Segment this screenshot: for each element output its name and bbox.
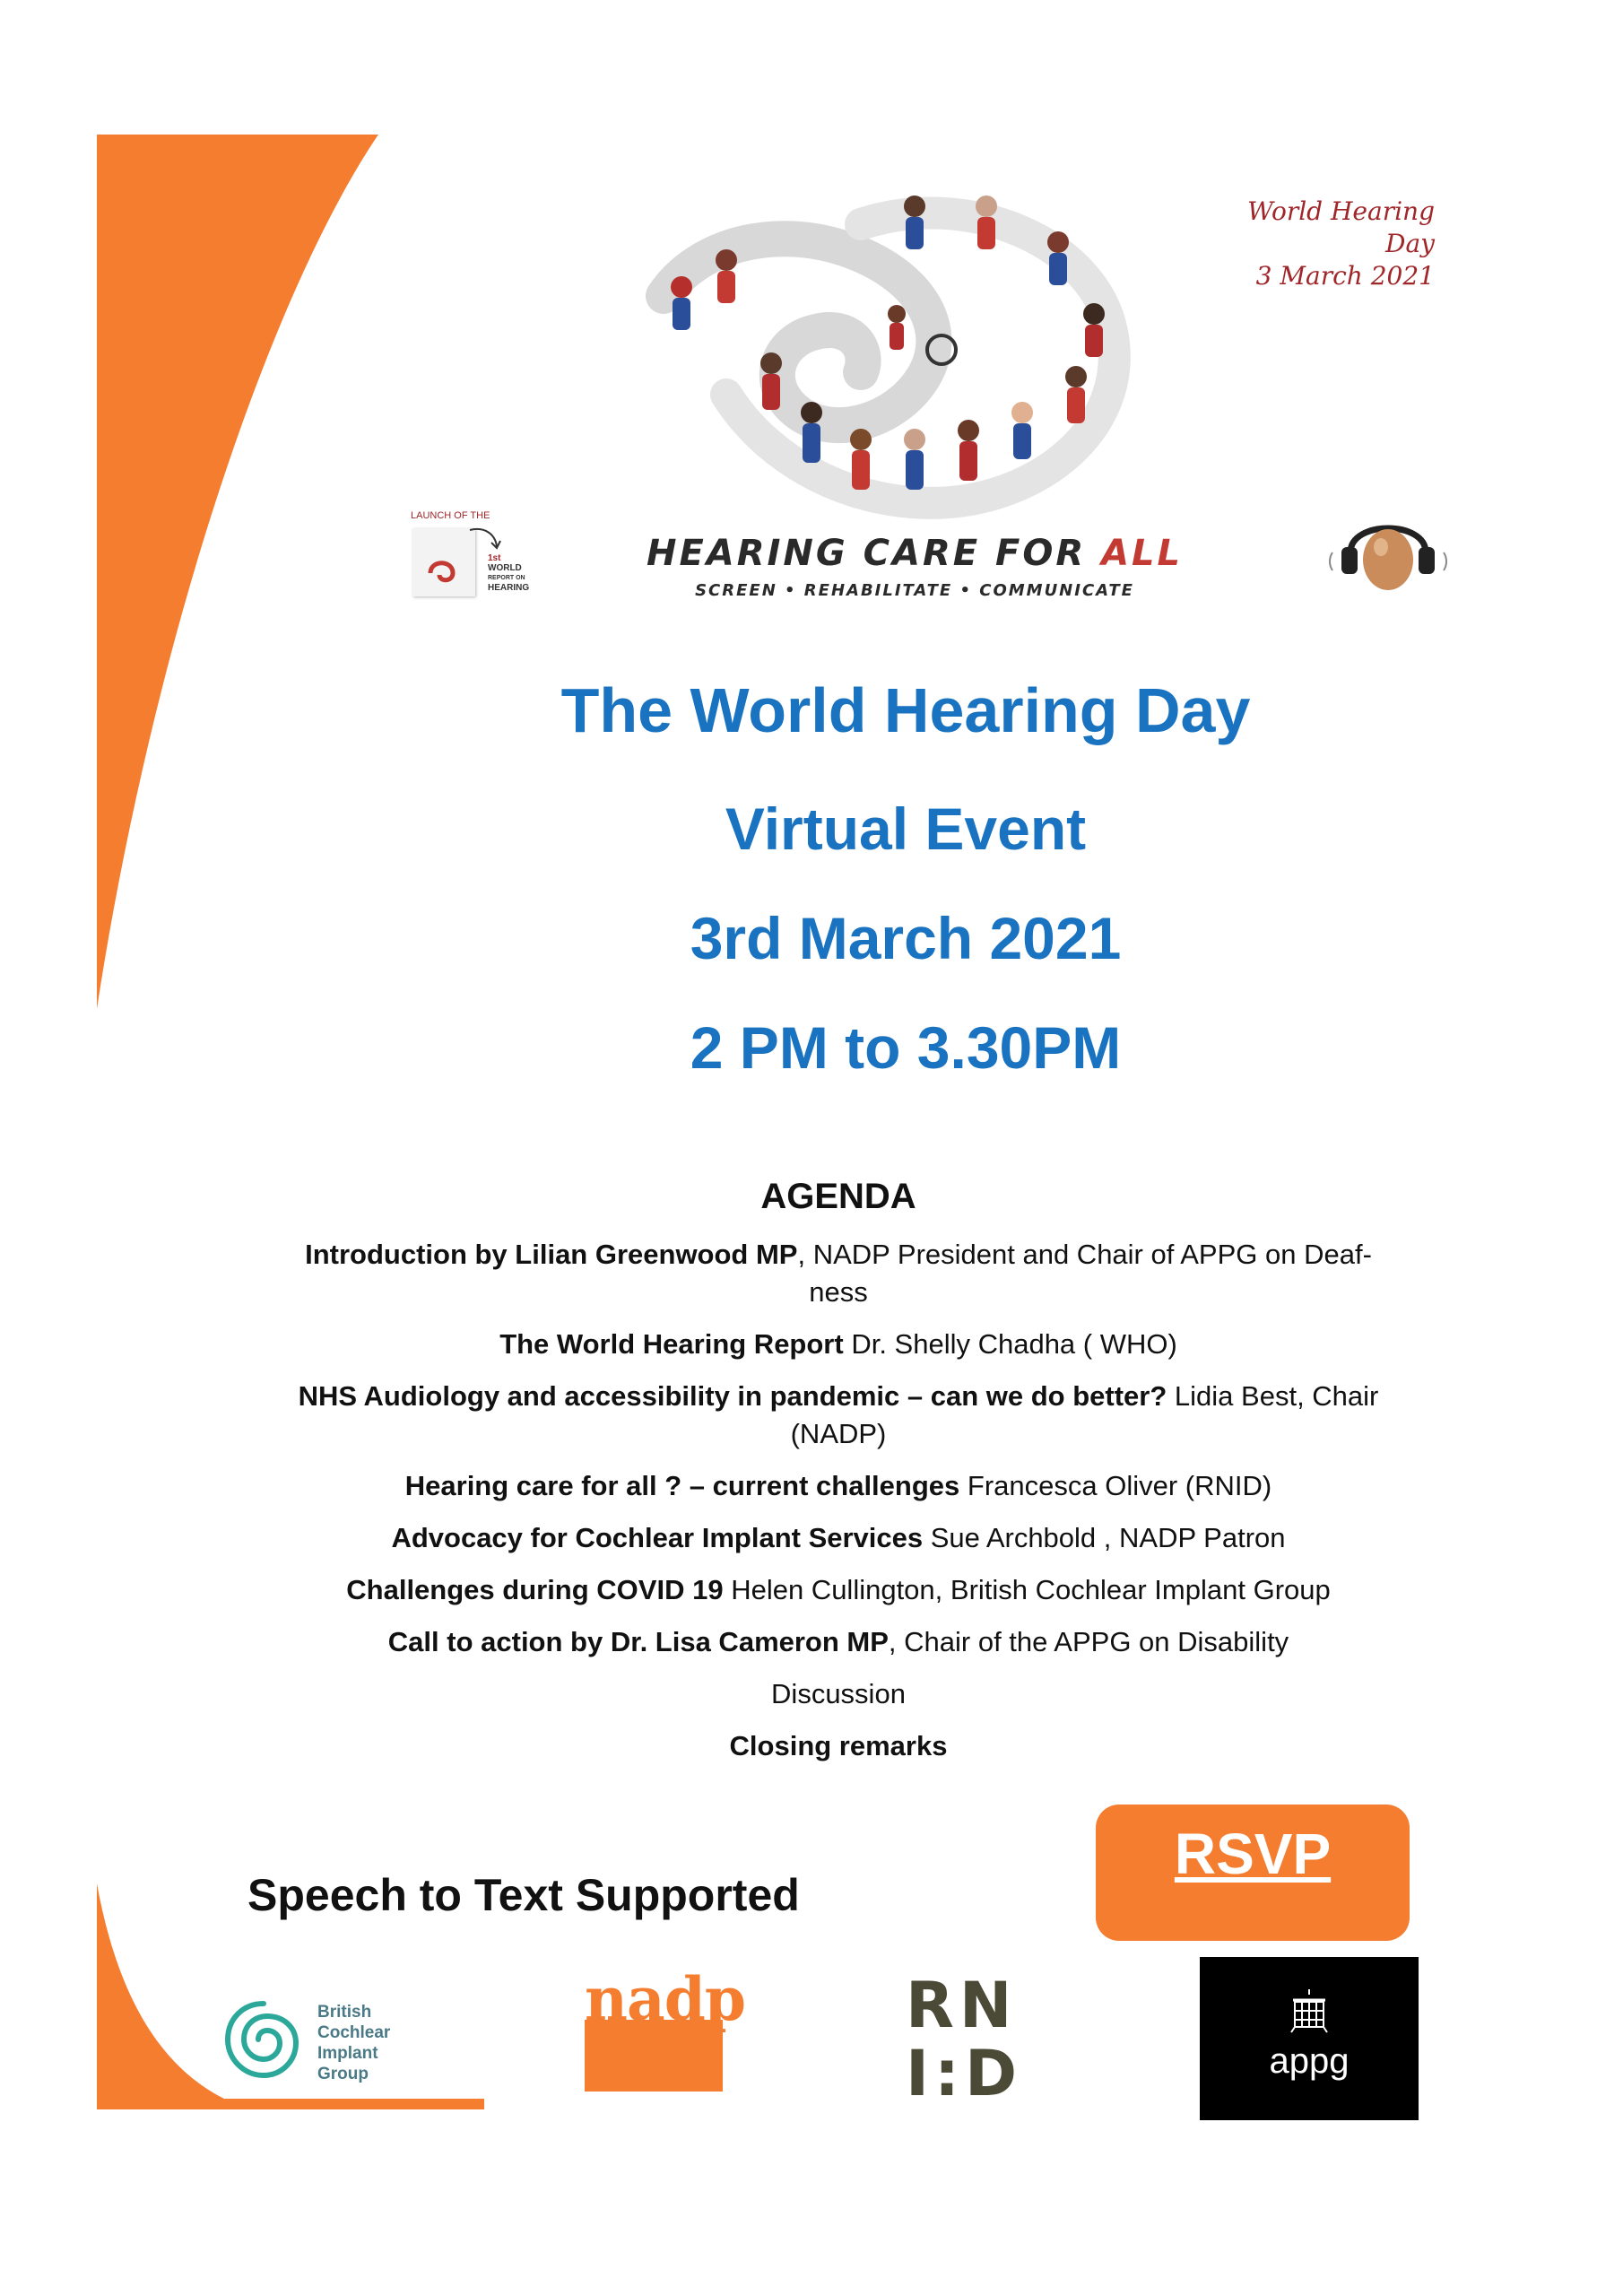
- launch-report-line1: 1st: [488, 553, 501, 563]
- bcig-logo: [221, 1993, 418, 2083]
- launch-label: LAUNCH OF THE: [411, 510, 490, 521]
- agenda-item: [224, 1378, 1453, 1415]
- agenda-item: [224, 1326, 1453, 1363]
- agenda-item: [224, 1727, 1453, 1765]
- launch-report-text: [488, 553, 529, 593]
- event-time: 2 PM to 3.30PM: [690, 1014, 1122, 1081]
- nadp-logo: [585, 1964, 746, 2099]
- rnid-top: RN: [906, 1969, 1018, 2042]
- agenda-item: [224, 1675, 1453, 1713]
- rsvp-button[interactable]: [1096, 1805, 1410, 1941]
- agenda-item-rest: Helen Cullington, British Cochlear Implant Group: [723, 1574, 1331, 1605]
- agenda-item-bold: Introduction by Lilian Greenwood MP: [305, 1239, 798, 1270]
- campaign-title-accent: ALL: [1101, 533, 1184, 574]
- agenda-item-rest: Sue Archbold , NADP Patron: [923, 1522, 1286, 1553]
- spiral-people-illustration: [628, 170, 1184, 520]
- bcig-line4: Group: [317, 2065, 369, 2083]
- curved-arrow-icon: [466, 525, 502, 552]
- agenda-item-rest: , NADP President and Chair of APPG on Deaf-: [797, 1239, 1372, 1270]
- agenda-item-bold: Hearing care for all ? – current challenges: [404, 1470, 960, 1501]
- agenda-item-rest: (NADP): [790, 1418, 887, 1449]
- portcullis-icon: [1288, 1987, 1331, 2034]
- agenda-item-bold: Call to action by Dr. Lisa Cameron MP: [387, 1626, 889, 1657]
- appg-logo: [1200, 1957, 1419, 2120]
- nadp-wordmark: nadp: [585, 1964, 746, 2034]
- launch-report-line2: WORLD: [488, 563, 522, 573]
- egg-headphones-icon: [1325, 502, 1451, 601]
- agenda-item: [224, 1623, 1453, 1661]
- launch-report-line4: HEARING: [488, 583, 530, 593]
- rsvp-label: RSVP: [1174, 1822, 1332, 1886]
- agenda-item-bold: Challenges during COVID 19: [346, 1574, 724, 1605]
- bcig-line3: Implant: [317, 2044, 378, 2063]
- corner-date-line1: World Hearing Day: [1247, 196, 1435, 258]
- rnid-bottom: I:D: [906, 2037, 1023, 2110]
- agenda-item: [224, 1236, 1453, 1274]
- rnid-logo: [906, 1969, 1031, 2110]
- agenda-item-bold: NHS Audiology and accessibility in pandemic – can we do better?: [298, 1380, 1167, 1412]
- appg-wordmark: appg: [1269, 2041, 1350, 2081]
- agenda-item: [224, 1519, 1453, 1557]
- agenda-item: [224, 1571, 1453, 1609]
- agenda-item-bold: The World Hearing Report: [499, 1328, 844, 1360]
- event-title: The World Hearing Day: [560, 675, 1251, 745]
- event-subtitle: Virtual Event: [725, 796, 1087, 862]
- agenda-item-rest: Francesca Oliver (RNID): [959, 1470, 1272, 1501]
- campaign-title-main: HEARING CARE FOR: [646, 533, 1102, 574]
- agenda-item-rest: Dr. Shelly Chadha ( WHO): [843, 1328, 1177, 1360]
- event-date: 3rd March 2021: [690, 905, 1122, 971]
- agenda-item-bold: Closing remarks: [729, 1730, 948, 1761]
- speech-to-text-note: Speech to Text Supported: [247, 1870, 800, 1920]
- agenda-item: [224, 1467, 1453, 1505]
- world-report-launch-badge: [395, 507, 556, 605]
- agenda-item-bold: Advocacy for Cochlear Implant Services: [391, 1522, 924, 1553]
- bcig-wordmark: [317, 2002, 390, 2084]
- agenda-item-rest: , Chair of the APPG on Disability: [888, 1626, 1289, 1657]
- corner-date-line2: 3 March 2021: [1255, 261, 1435, 291]
- agenda-item-rest: ness: [809, 1276, 868, 1308]
- bcig-line1: British: [317, 2003, 372, 2022]
- campaign-tagline: SCREEN • REHABILITATE • COMMUNICATE: [695, 581, 1134, 600]
- bcig-line2: Cochlear: [317, 2023, 391, 2042]
- corner-date: [1202, 196, 1435, 292]
- agenda-item-rest: Lidia Best, Chair: [1167, 1380, 1379, 1412]
- campaign-title: [646, 533, 1184, 574]
- agenda-heading: AGENDA: [760, 1177, 916, 1216]
- agenda-item: [224, 1274, 1453, 1311]
- agenda-item: [224, 1415, 1453, 1453]
- agenda-item-rest: Discussion: [771, 1678, 906, 1709]
- bcig-spiral-icon: [221, 1996, 307, 2083]
- launch-report-line3: REPORT ON: [488, 575, 525, 581]
